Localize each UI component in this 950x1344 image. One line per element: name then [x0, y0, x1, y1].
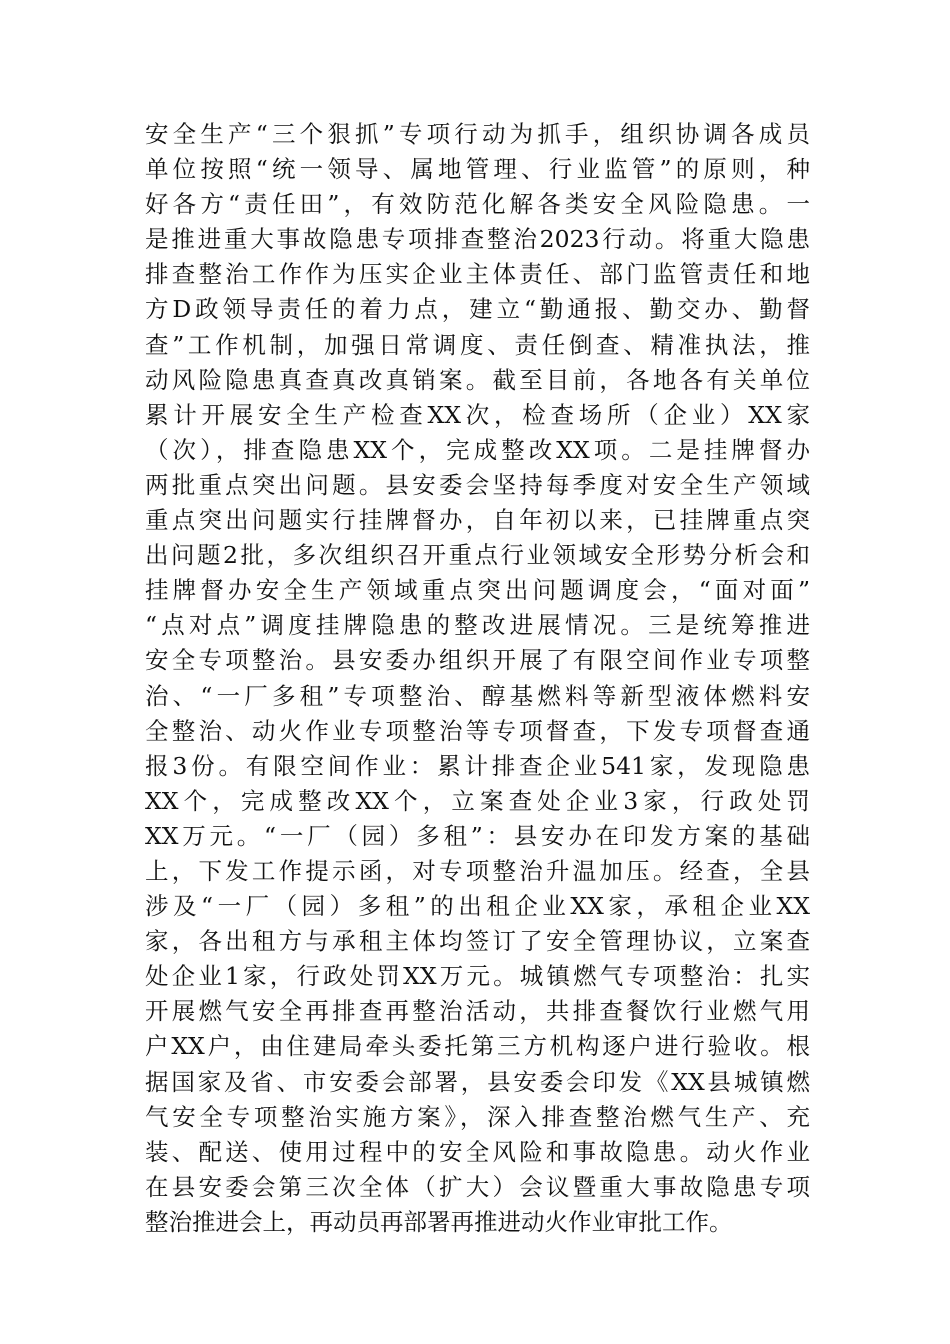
text-line: 家，各出租方与承租主体均签订了安全管理协议，立案查: [145, 927, 810, 956]
text-line: 出问题2批，多次组织召开重点行业领域安全形势分析会和: [145, 541, 810, 570]
text-line: 两批重点突出问题。县安委会坚持每季度对安全生产领域: [145, 470, 810, 499]
text-line: 气安全专项整治实施方案》，深入排查整治燃气生产、充: [145, 1102, 810, 1131]
text-line: 挂牌督办安全生产领域重点突出问题调度会，“面对面”: [145, 576, 810, 605]
text-line: 在县安委会第三次全体（扩大）会议暨重大事故隐患专项: [145, 1172, 810, 1201]
text-line: XX万元。“一厂（园）多租”：县安办在印发方案的基础: [145, 821, 810, 850]
text-line: XX个，完成整改XX个，立案查处企业3家，行政处罚: [145, 786, 810, 815]
text-line: 报3份。有限空间作业：累计排查企业541家，发现隐患: [145, 751, 810, 780]
text-line: “点对点”调度挂牌隐患的整改进展情况。三是统筹推进: [145, 611, 810, 640]
text-line: 查”工作机制，加强日常调度、责任倒查、精准执法，推: [145, 330, 810, 359]
text-line: 方D政领导责任的着力点，建立“勤通报、勤交办、勤督: [145, 295, 810, 324]
text-line: 涉及“一厂（园）多租”的出租企业XX家，承租企业XX: [145, 892, 810, 921]
text-line: 上，下发工作提示函，对专项整治升温加压。经查，全县: [145, 856, 810, 885]
text-line: 据国家及省、市安委会部署，县安委会印发《XX县城镇燃: [145, 1067, 810, 1096]
text-line: 全整治、动火作业专项整治等专项督查，下发专项督查通: [145, 716, 810, 745]
text-line: 重点突出问题实行挂牌督办，自年初以来，已挂牌重点突: [145, 506, 810, 535]
text-line: 整治推进会上，再动员再部署再推进动火作业审批工作。: [145, 1207, 733, 1236]
text-line: 是推进重大事故隐患专项排查整治2023行动。将重大隐患: [145, 225, 810, 254]
text-line: 动风险隐患真查真改真销案。截至目前，各地各有关单位: [145, 365, 810, 394]
text-line: 开展燃气安全再排查再整治活动，共排查餐饮行业燃气用: [145, 997, 810, 1026]
text-line: 好各方“责任田”，有效防范化解各类安全风险隐患。一: [145, 190, 810, 219]
text-line: 安全专项整治。县安委办组织开展了有限空间作业专项整: [145, 646, 810, 675]
text-line: （次），排查隐患XX个，完成整改XX项。二是挂牌督办: [145, 435, 810, 464]
text-line: 处企业1家，行政处罚XX万元。城镇燃气专项整治：扎实: [145, 962, 810, 991]
text-line: 安全生产“三个狠抓”专项行动为抓手，组织协调各成员: [145, 120, 810, 148]
text-line: 治、“一厂多租”专项整治、醇基燃料等新型液体燃料安: [145, 681, 810, 710]
text-line: 户XX户，由住建局牵头委托第三方机构逐户进行验收。根: [145, 1032, 810, 1061]
text-line: 装、配送、使用过程中的安全风险和事故隐患。动火作业: [145, 1137, 810, 1166]
body-paragraph: [145, 117, 810, 1240]
text-line: 单位按照“统一领导、属地管理、行业监管”的原则，种: [145, 155, 810, 184]
text-line: 排查整治工作作为压实企业主体责任、部门监管责任和地: [145, 260, 810, 289]
text-line: 累计开展安全生产检查XX次，检查场所（企业）XX家: [145, 400, 810, 429]
